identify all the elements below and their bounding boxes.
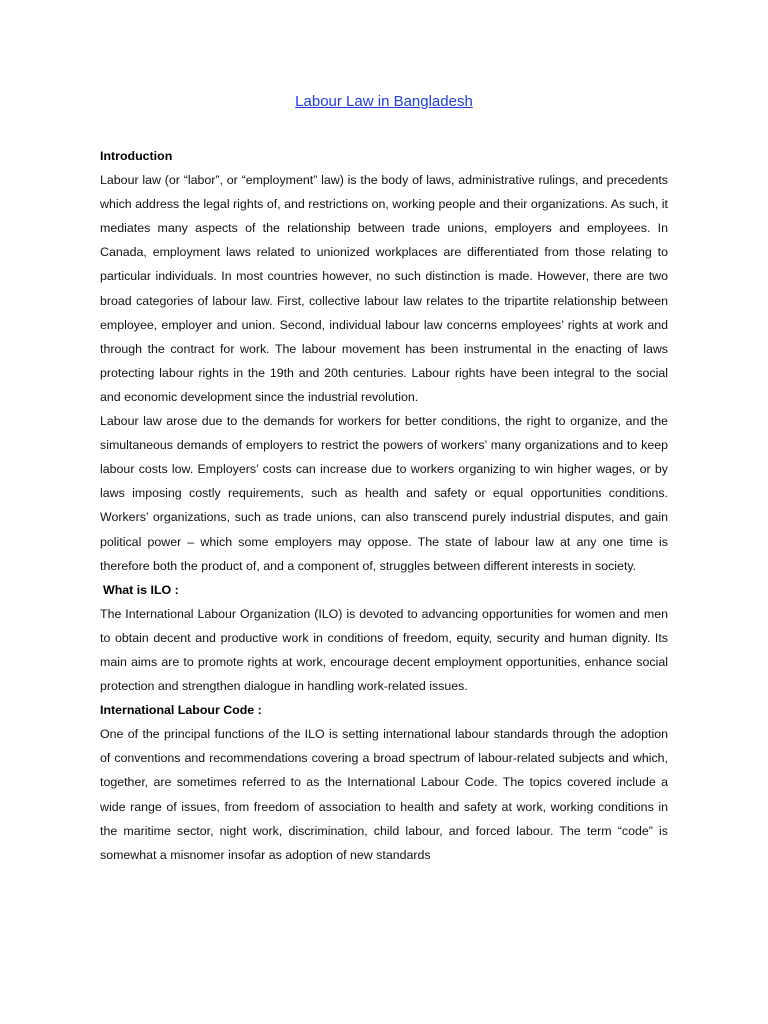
paragraph-what-is-ilo: The International Labour Organization (ILO) is devoted to advancing opportunities for women and men to obtain decent and productive work in conditions of freedom, equity, security and human dignity. Its main aims are to promote rights at work, encourage decent employment opportunities, enhance social protection and strengthen dialogue in handling work-related issues. [100, 606, 668, 694]
paragraph-introduction-1: Labour law (or “labor”, or “employment” law) is the body of laws, administrative rulings, and precedents which address the legal rights of, and restrictions on, working people and their organizations. As such, it mediates many aspects of the relationship between trade unions, employers and employees. In Canada, employment laws related to unionized workplaces are differentiated from those relating to particular individuals. In most countries however, no such distinction is made. However, there are two broad categories of labour law. First, collective labour law relates to the tripartite relationship between employee, employer and union. Second, individual labour law concerns employees’ rights at work and through the contract for work. The labour movement has been instrumental in the enacting of laws protecting labour rights in the 19th and 20th centuries. Labour rights have been integral to the social and economic development since the industrial revolution. [100, 173, 668, 404]
document-title: Labour Law in Bangladesh [295, 93, 473, 110]
heading-introduction: Introduction [100, 149, 173, 163]
paragraph-international-labour-code: One of the principal functions of the ILO is setting international labour standards through the adoption of conventions and recommendations covering a broad spectrum of labour-related subjects and which, together, are sometimes referred to as the International Labour Code. The topics covered include a wide range of issues, from freedom of association to health and safety at work, working conditions in the maritime sector, night work, discrimination, child labour, and forced labour. The term “code” is somewhat a misnomer insofar as adoption of new standards [100, 727, 668, 862]
document-body [100, 144, 668, 867]
heading-what-is-ilo: What is ILO : [103, 582, 179, 597]
paragraph-introduction-2: Labour law arose due to the demands for workers for better conditions, the right to organize, and the simultaneous demands of employers to restrict the powers of workers’ many organizations and to keep labour costs low. Employers’ costs can increase due to workers organizing to win higher wages, or by laws imposing costly requirements, such as health and safety or equal opportunities conditions. Workers’ organizations, such as trade unions, can also transcend purely industrial disputes, and gain political power – which some employers may oppose. The state of labour law at any one time is therefore both the product of, and a component of, struggles between different interests in society. [100, 414, 668, 573]
heading-international-labour-code: International Labour Code : [100, 703, 262, 718]
